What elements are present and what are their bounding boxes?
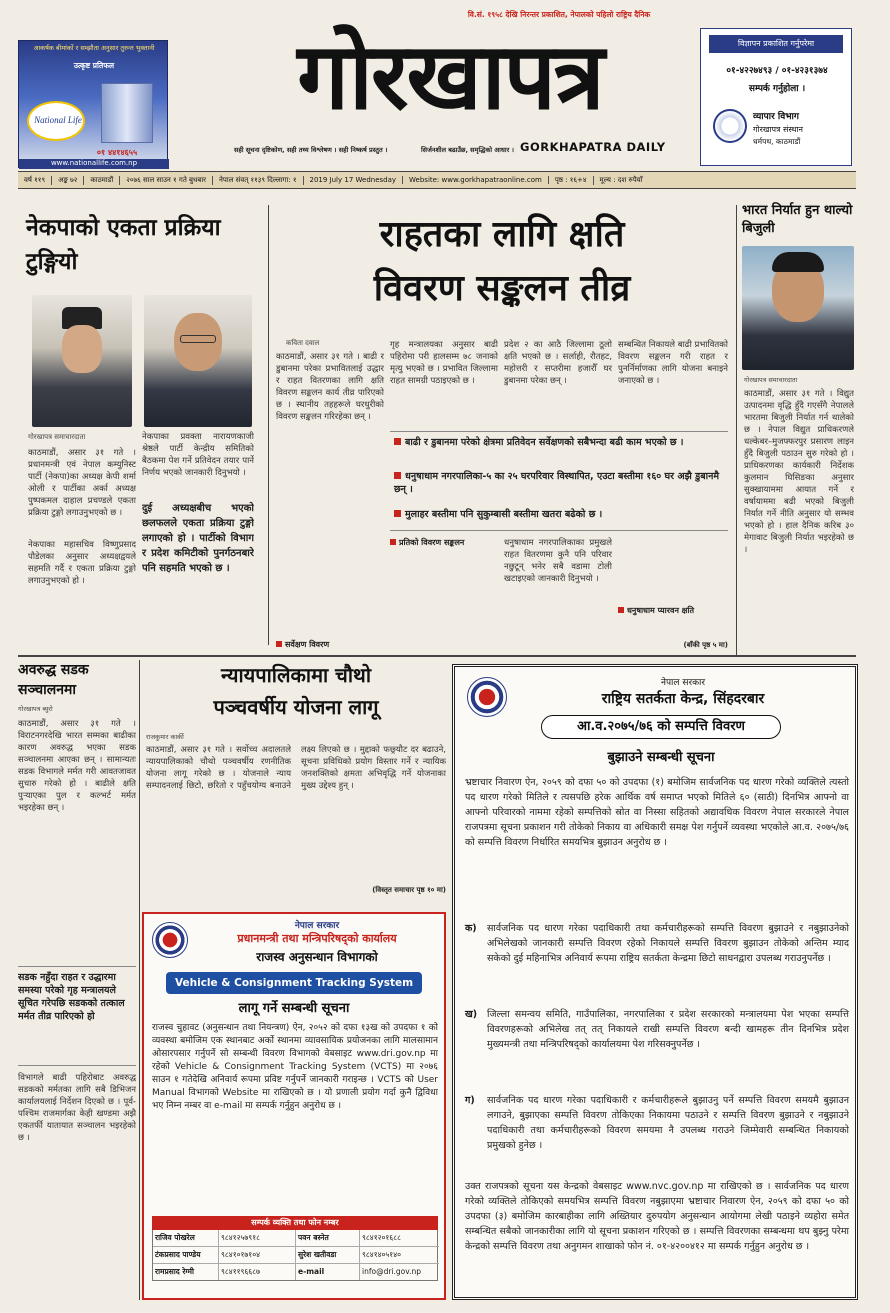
contact-email[interactable]: info@dri.gov.np [362,1267,421,1276]
column-rule [139,660,140,1300]
contact-name: e-mail [296,1264,360,1280]
lead-quote-1-text: बाढी र डुबानमा परेको क्षेत्रमा प्रतिवेदन सर्वेक्षणको सबैभन्दा बढी काम भएको छ । [405,437,684,448]
nvc-fy-banner: आ.व.२०७५/७६ को सम्पत्ति विवरण [541,715,781,739]
contact-phone: ९८४१०१७१०४ [219,1247,296,1264]
masthead-title: गोरखापत्र [297,22,603,130]
story-electricity-byline: गोरखापत्र समाचारदाता [744,376,798,384]
nvc-office: राष्ट्रिय सतर्कता केन्द्र, सिंहदरबार [601,691,765,707]
column-rule [268,205,269,645]
story-ncp-unity [18,205,266,645]
advertise-title: विज्ञापन प्रकाशित गर्नुपरेमा [709,35,843,53]
lead-quote-3 [394,508,724,521]
dri-dept: राजस्व अनुसन्धान विभागको [256,950,378,964]
red-square-icon [276,641,282,647]
story-ncp-body-3: नेकपाका प्रवक्ता नारायणकाजी श्रेष्ठले पार्टी केन्द्रीय समितिको बैठकमा पेश गर्ने प्रतिवेदन तयार पार्ने निर्णय भएको जानकारी दिनुभयो । [142,432,254,478]
dateline-year: वर्ष ११९ [18,176,52,185]
nvc-item-k-text: सार्वजनिक पद धारण गरेका पदाधिकारी तथा कर्मचारीहरूको सम्पत्ति विवरण बुझाउने र नबुझाउनेको अभिलेखको जानकारी सम्पत्ति विवरण रहेको निकायले सम्पत्ति विवरण बुझाउन तोकेको अन्तिम म्याद सकेको दुई महिनाभित्र अनिवार्य रूपमा राष्ट्रिय सतर्कता केन्द्रमा छिटो साधनद्वारा उपलब्ध गराउनुपर्नेछ । [487,923,849,964]
ad-line-1: आकर्षक बीमांकों र सम्झौता अनुसार तुरुन्त भुक्तानी [33,44,155,52]
story-roads-sub: सडक नहुँदा राहत र उद्धारमा समस्या परेको गृह मन्त्रालयले सूचित गरेपछि सडकको तत्काल मर्मत तीव्र पारिएको हो [18,966,136,1066]
lead-subhead-3 [618,605,728,616]
story-judiciary [142,660,450,908]
story-roads-body-2: विभागले बाढी पहिरोबाट अवरुद्ध सडकको मर्मतका लागि सबै डिभिजन कार्यालयलाई निर्देशन दिएको छ । पूर्व-पश्चिम राजमार्गका केही खण्डमा अझै एकतर्फी यातायात सञ्चालन भइरहेको छ । [18,1073,136,1143]
dri-system-banner: Vehicle & Consignment Tracking System [166,972,422,994]
lead-body-1: काठमाडौं, असार ३१ गते । बाढी र डुबानमा परेका प्रभावितलाई उद्धार र राहत वितरणका लागि क्षति विवरण सङ्कलन कार्य तीव्र पारिएको छ । स्थानीय तहहरूले घरधुरीको विवरण सङ्कलन गरिरहेका छन् । [276,352,384,422]
red-square-icon [618,607,624,613]
contact-name: राजिव पोखरेल [153,1230,219,1247]
dateline-website[interactable]: Website: www.gorkhapatraonline.com [403,176,549,184]
building-image [101,83,153,143]
contact-phone: ९८४१४०५१४० [360,1247,439,1264]
red-square-icon [390,539,396,545]
red-square-icon [394,472,401,479]
lead-headline-1: राहतका लागि क्षति [379,214,625,255]
lead-quote-3-text: मुलाहर बस्तीमा पनि सुकुम्बासी बस्तीमा खतरा बढेको छ । [405,509,603,520]
dri-office: प्रधानमन्त्री तथा मन्त्रिपरिषद्को कार्यालय [237,932,397,945]
masthead-english: GORKHAPATRA DAILY [520,140,666,154]
nvc-item-k-label: क) [465,923,477,934]
ad-phone: ०१ ४४१४६५५ [96,148,138,157]
dateline-pages: पृष्ठ : १६+४ [549,176,594,185]
lead-story [272,205,732,655]
nepal-emblem-icon [467,677,507,717]
nvc-item-kh-text: जिल्ला समन्वय समिति, गाउँपालिका, नगरपालिका र प्रदेश सरकारको मन्त्रालयमा पेश भएका सम्पत्ति विवरणहरूको अभिलेख तत् तत् निकायले राखी सम्पत्ति विवरण बन्दी खामहरू तीन दिनभित्र प्रदेश मुख्यमन्त्री तथा मन्त्रिपरिषद्को कार्यालयमा पेश गरिसक्नुपर्नेछ । [487,1009,849,1050]
nvc-item-g-label: ग) [465,1095,475,1106]
contact-name: पवन बस्नेत [296,1230,360,1247]
dateline-samvat: नेपाल संवत् ११३९ दिल्लागा: १ [213,176,304,185]
lead-body-4: सम्बन्धित निकायले बाढी प्रभावितको विवरण सङ्कलन गरी राहत र पुनर्निर्माणका लागि योजना बनाइने जनाएको छ । [618,340,728,386]
masthead-slogan-right: सिर्जनशील बढाउँछ, समृद्धिको आधार । [421,146,514,154]
dateline-price: मूल्य : दश रुपैयाँ [599,175,643,184]
nepal-emblem-icon [152,922,188,958]
lead-quote-2-text: धनुषाधाम नगरपालिका-५ का २५ घरपरिवार विस्थापित, एउटा बस्तीमा १६० घर अझै डुबानमै छन् । [394,471,720,495]
story-judiciary-byline: राजकुमार कार्की [146,733,184,741]
lead-body-2: गृह मन्त्रालयका अनुसार बाढी पहिरोमा परी हालसम्म ७८ जनाको मृत्यु भएको छ । प्रभावित जिल्लामा राहत सामग्री पठाइएको छ । [390,340,498,386]
lead-quote-2 [394,470,724,496]
nvc-item-g-text: सार्वजनिक पद धारण गरेका पदाधिकारी र कर्मचारीहरूले बुझाउनु पर्ने सम्पत्ति विवरण समयमै बुझाउन लगाउने, बुझाएका सम्पत्ति विवरण तोकिएका निकायमा पठाउने र सम्पत्ति विवरण बुझाउने र नबुझाउने पदाधिकारी तथा कर्मचारीहरूको विवरण समयमा नै उपलब्ध गराउने जिम्मेवारी सम्बन्धित निकायको प्रमुखको हुनेछ । [487,1095,849,1151]
contact-name: सुरेश खतीवडा [296,1247,360,1264]
story-judiciary-body: काठमाडौं, असार ३१ गते । सर्वोच्च अदालतले न्यायपालिकाको चौथो पञ्चवर्षीय रणनीतिक योजना लागू गरेको छ । योजनाले न्याय सम्पादनलाई छिटो, छरितो र पहुँचयोग्य बनाउने लक्ष्य लिएको छ । मुद्दाको फछ्र्यौट दर बढाउने, सूचना प्रविधिको प्रयोग विस्तार गर्ने र न्यायिक जनशक्तिको क्षमता अभिवृद्धि गर्ने योजनाका मुख्य उद्देश्य हुन् । [146,745,446,791]
lead-subhead-1-text: सर्वेक्षण विवरण [285,640,330,649]
lead-subhead-3-text: धनुषाधाम प्यारवन क्षति [627,606,695,615]
story-electricity [740,200,856,655]
ad-line-2: उत्कृष्ट प्रतिफल [73,61,115,70]
contact-phone: ९८४१२०१६८८ [360,1230,439,1247]
lead-quote-1 [394,436,724,449]
story-ncp-headline: नेकपाको एकता प्रक्रिया टुङ्गियो [26,215,221,275]
advertise-contact: सम्पर्क गर्नुहोला । [748,84,806,94]
nvc-closing: उक्त राजपत्रको सूचना यस केन्द्रको वेबसाइट www.nvc.gov.np मा राखिएको छ । सार्वजनिक पद धारण गरेको व्यक्तिले तोकिएको समयभित्र सम्पत्ति विवरण नबुझाएमा भ्रष्टाचार निवारण ऐन, २०५९ को दफा ५० को उपदफा (३) बमोजिम कारबाहीका लागि अख्तियार दुरुपयोग अनुसन्धान आयोगमा लेखी पठाइने व्यहोरा समेत सम्बन्धित सबैको जानकारीका लागि यो सूचना प्रकाशन गरिएको छ । सम्पत्ति विवरणका सम्बन्धमा थप बुझ्नु परेमा केन्द्रको सम्पत्ति विवरण तथा अनुगमन शाखाको फोन नं. ०१-४२००४१२ मा सम्पर्क गर्नुहुन अनुरोध छ । [465,1181,849,1252]
story-judiciary-continued: (विस्तृत समाचार पृष्ठ १० मा) [372,886,446,894]
story-ncp-body-2: नेकपाका महासचिव विष्णुप्रसाद पौडेलका अनुसार अध्यक्षद्वयले सहमति गर्दै र एकता प्रक्रिया टुङ्गो लगाउनुभएको हो । [28,540,136,586]
contact-phone: ९८४११९६६८७ [219,1264,296,1280]
contact-name: टंकप्रसाद पाण्डेय [153,1247,219,1264]
column-rule [736,205,737,655]
ad-website[interactable]: www.nationallife.com.np [19,159,169,169]
dateline-date-en: 2019 July 17 Wednesday [304,176,404,184]
lead-headline-2: विवरण सङ्कलन तीव्र [373,268,631,309]
story-ncp-side: दुई अध्यक्षबीच भएको छलफलले एकता प्रक्रिया टुङ्गो लगाएको हो । पार्टीको विभाग र प्रदेश कमिटीको पुनर्गठनबारे पनि सहमति भएको छ । [142,503,254,574]
dateline-place: काठमाडौं [84,176,120,185]
nvc-title: बुझाउने सम्बन्धी सूचना [607,750,715,765]
notice-nvc [452,664,858,1300]
dri-contact-table [152,1216,438,1296]
story-electricity-headline: भारत निर्यात हुन थाल्यो बिजुली [742,203,853,236]
dri-gov: नेपाल सरकार [294,921,340,931]
national-life-ad[interactable] [18,40,168,168]
dri-contact-title: सम्पर्क व्यक्ति तथा फोन नम्बर [152,1216,438,1230]
dateline-bar [18,171,856,189]
story-roads-body: काठमाडौं, असार ३१ गते । विराटनगरदेखि भारत सम्मका बाढीका कारण अवरुद्ध भएका सडक सञ्चालनमा आएका छन् । सामान्यतः सडक विभागले मर्मत गरी आवतजावत सुचारु गरेको हो । बाढीले क्षति पुर्‍याएका पुल र कल्भर्ट मर्मत भइरहेका छन् । [18,719,136,813]
section-rule [18,655,856,657]
nvc-item-k [465,921,849,1001]
dateline-date-np: २०७६ साल साउन १ गते बुधबार [120,176,213,185]
lead-body-5: धनुषाधाम नगरपालिकाका प्रमुखले राहत वितरणमा कुनै पनि परिवार नछुटून् भनेर सबै वडामा टोली खटाइएको जानकारी दिनुभयो । [504,538,612,584]
official-photo [742,246,854,370]
story-roads-headline: अवरुद्ध सडक सञ्चालनमा [18,662,89,698]
story-roads-byline: गोरखापत्र ब्युरो [18,705,53,713]
advertise-phone: ०१-४२२७४९३ / ०१-४२३१३७४ [726,66,828,76]
story-electricity-body: काठमाडौं, असार ३१ गते । विद्युत उत्पादनमा वृद्धि हुँदै गएसँगै नेपालले भारतमा बिजुली निर्यात गर्न थालेको छ । नेपाल विद्युत प्राधिकरणले धल्केबर–मुजफ्फरपुर प्रसारण लाइन हुँदै बिजुली पठाउन सुरु गरेको हो । प्राधिकरणका कार्यकारी निर्देशक कुलमान घिसिङका अनुसार सुक्खायाममा आयात गर्ने र वर्षायाममा बढी भएको बिजुली निर्यात गर्ने नीति अनुसार यो सम्भव भएको हो । हाल दैनिक करिब ३० मेगावाट बिजुली निर्यात भइरहेको छ । [744,389,854,555]
company-name: National Life [34,115,82,125]
prachanda-photo [144,295,252,427]
lead-subhead-2-text: प्रतिको विवरण सङ्कलन [399,538,465,547]
nvc-gov: नेपाल सरकार [660,678,706,688]
lead-continued: (बाँकी पृष्ठ ५ मा) [683,641,728,649]
contact-phone: ९८४१२५७९१८ [219,1230,296,1247]
lead-body-3: प्रदेश २ का आठै जिल्लामा ठूलो क्षति भएको छ । सर्लाही, रौतहट, महोत्तरी र सप्तरीमा हजारौँ घर डुबानमा परेका छन् । [504,340,612,386]
contact-name: रामप्रसाद रेग्मी [153,1264,219,1280]
advertise-org: गोरखापत्र संस्थान [753,125,803,134]
lead-quote-box [390,431,728,531]
nvc-intro: भ्रष्टाचार निवारण ऐन, २०५९ को दफा ५० को उपदफा (१) बमोजिम सार्वजनिक पद धारण गरेको व्यक्तिले त्यस्तो पद धारण गरेको मितिले र त्यसपछि हरेक आर्थिक वर्ष समाप्त भएको मितिले ६० (साठी) दिनभित्र आफ्नो वा आफ्नो परिवारको नाममा रहेको सम्पत्तिको स्रोत वा निस्सा सहितको अद्यावधिक विवरण नेपाल सरकारले नेपाल राजपत्रमा सूचना प्रकाशन गरी तोकेको निकाय वा अधिकारी समक्ष पेश गर्नुपर्ने व्यवस्था भएकोले आ.व. २०७५/७६ को सम्पत्ति विवरण निर्धारित समयभित्र बुझाउन अनुरोध छ । [465,777,849,848]
lead-subhead-2 [390,537,498,548]
masthead-tagline: वि.सं. १९५८ देखि निरन्तर प्रकाशित, नेपालको पहिलो राष्ट्रिय दैनिक [467,10,651,19]
dateline-issue: अङ्क ७२ [52,176,84,185]
masthead-slogan-left: सही सूचना दृष्टिकोण, सही तथ्य विश्लेषण । सही निष्कर्ष प्रस्तुत । [234,146,388,154]
lead-byline: कविता दवाल [286,339,320,347]
national-life-logo [27,101,85,141]
advertise-place: धर्मपथ, काठमाडौं [753,137,801,146]
oli-photo [32,295,132,427]
nvc-item-kh [465,1007,849,1087]
nvc-item-kh-label: ख) [465,1009,478,1020]
gorkhapatra-emblem-icon [713,109,747,143]
story-ncp-byline: गोरखापत्र समाचारदाता [28,433,86,441]
story-ncp-body-1: काठमाडौं, असार ३१ गते । प्रधानमन्त्री एवं नेपाल कम्युनिस्ट पार्टी (नेकपा)का अध्यक्ष केपी शर्मा ओली र पार्टीका अर्का अध्यक्ष पुष्पकमल दाहाल प्रचण्डले एकता प्रक्रिया टुङ्गो लगाउनुभएको छ । [28,448,136,518]
story-roads [18,660,136,1300]
dri-title: लागू गर्ने सम्बन्धी सूचना [238,1001,350,1016]
dri-body: राजस्व चुहावट (अनुसन्धान तथा नियन्त्रण) ऐन, २०५२ को दफा १३ख को उपदफा १ को व्यवस्था बमोजिम एक स्थानबाट अर्को स्थानमा व्यावसायिक प्रयोजनका लागि मालसामान ओसारपसार गर्नुपर्ने सो सम्बन्धी विवरण विभागको वेबसाइट www.dri.gov.np मा रहेको Vehicle & Consignment Tracking System (VCTS) मा २०७६ साउन १ गतेदेखि अनिवार्य रूपमा प्रविष्ट गर्नुपर्ने जानकारी गराइन्छ । VCTS को User Manual विभागको Website मा राखिएको छ । यो प्रणाली प्रयोग गर्दा कुनै द्विविधा भए निम्न नम्बर वा e-mail मा सम्पर्क गर्नुहुन अनुरोध छ । [152,1023,438,1111]
nvc-item-g [465,1093,849,1173]
advertise-box[interactable] [700,28,852,166]
red-square-icon [394,438,401,445]
story-judiciary-headline-2: पञ्चवर्षीय योजना लागू [213,695,379,719]
red-square-icon [394,510,401,517]
lead-subhead-1 [276,639,384,650]
advertise-dept: व्यापार विभाग [753,112,799,122]
story-judiciary-headline-1: न्यायपालिकामा चौथो [220,663,372,687]
notice-dri [142,912,446,1300]
